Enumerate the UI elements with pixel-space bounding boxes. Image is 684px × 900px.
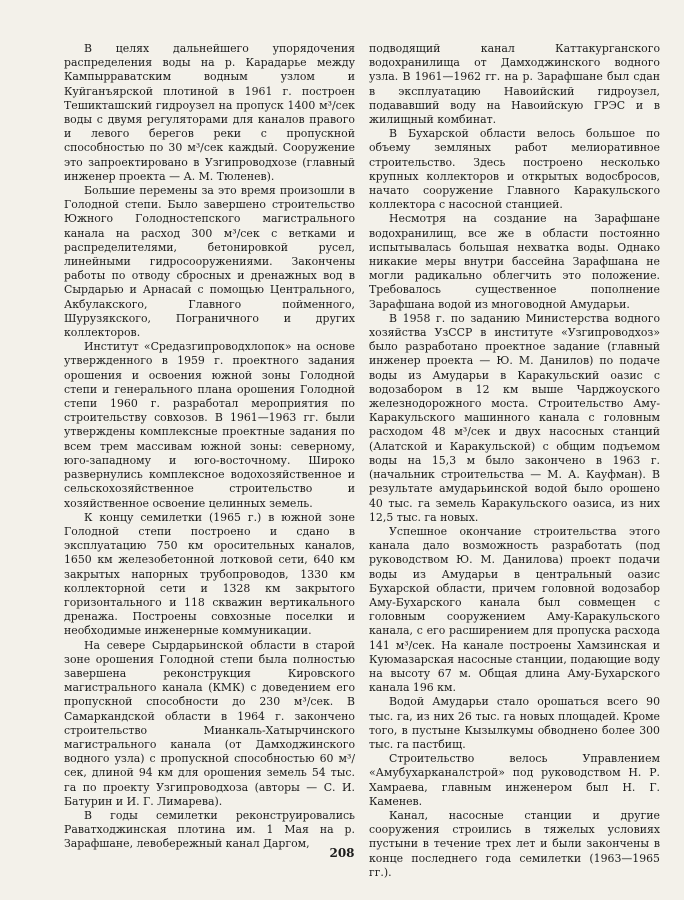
paragraph: На севере Сырдарьинской области в старой зоне орошения Голодной степи была полностью завершена реконструкция Кировского магистрального канала (КМК) с доведением его пропускной способности до 230 м³/сек. В Самаркандской области в 1964 г. закончено строительство Мианкаль-Хатырчинского магистрального канала (от Дамходжинского водного узла) с пропускной способностью 60 м³/сек, длиной 94 км для орошения земель 54 тыс. га по проекту Узгипроводхоза (авторы — С. И. Батурин и И. Г. Лимарева). [64,638,355,808]
paragraph: В 1958 г. по заданию Министерства водного хозяйства УзССР в институте «Узгипроводхоз» было разработано проектное задание (главный инженер проекта — Ю. М. Данилов) по подаче воды из Амударьи в Каракульский оазис с водозабором в 12 км выше Чарджоуского железнодорожного моста. Строительство Аму-Каракульского машинного канала с головным расходом 48 м³/сек и двух насосных станций (Алатской и Каракульской) с общим подъемом воды на 15,3 м было закончено в 1963 г. (начальник строительства — М. А. Кауфман). В результате амударьинской водой было орошено 40 тыс. га земель Каракульского оазиса, из них 12,5 тыс. га новых. [369,311,660,524]
paragraph: Институт «Средазгипроводхлопок» на основе утвержденного в 1959 г. проектного задания орошения и освоения южной зоны Голодной степи и генерального плана орошения Голодной степи 1960 г. разработал мероприятия по строительству совхозов. В 1961—1963 гг. были утверждены комплексные проектные задания по всем трем массивам южной зоны: северному, юго-западному и юго-восточному. Широко развернулись комплексное водохозяйственное и сельскохозяйственное строительство и хозяйственное освоение целинных земель. [64,340,355,510]
paragraph: Большие перемены за это время произошли в Голодной степи. Было завершено строительство Южного Голодностепского магистрального канала на расход 300 м³/сек с ветками и распределителями, бетонировкой русел, линейными гидросооружениями. Закончены работы по отводу сбросных и дренажных вод в Сырдарью и Арнасай с помощью Центрального, Акбулакского, Главного пойменного, Шурузякского, Пограничного и других коллекторов. [64,184,355,340]
right-column [369,42,660,880]
paragraph: Несмотря на создание на Зарафшане водохранилищ, все же в области постоянно испытывалась большая нехватка воды. Однако никакие меры внутри бассейна Зарафшана не могли радикально облегчить это положение. Требовалось существенное пополнение Зарафшана водой из многоводной Амударьи. [369,212,660,311]
paragraph: В целях дальнейшего упорядочения распределения воды на р. Карадарье между Кампырраватским водным узлом и Куйганъярской плотиной в 1961 г. построен Тешикташский гидроузел на пропуск 1400 м³/сек воды с двумя регуляторами для каналов правого и левого берегов реки с пропускной способностью по 30 м³/сек каждый. Сооружение это запроектировано в Узгипроводхозе (главный инженер проекта — А. М. Тюленев). [64,42,355,183]
paragraph: В годы семилетки реконструировались Раватходжинская плотина им. 1 Мая на р. Зарафшане, левобережный канал Даргом, [64,808,355,851]
paragraph: Строительство велось Управлением «Амубухарканалстрой» под руководством Н. Р. Хамраева, главным инженером был Н. Г. Каменев. [369,752,660,808]
paragraph-continued: подводящий канал Каттакурганского водохранилища от Дамходжинского водного узла. В 1961—1962 гг. на р. Зарафшане был сдан в эксплуатацию Навоийский гидроузел, подававший воду на Навоийскую ГРЭС и в жилищный комбинат. [369,42,660,127]
page-number: 208 [329,846,355,860]
paragraph: Успешное окончание строительства этого канала дало возможность разработать (под руководством Ю. М. Данилова) проект подачи воды из Амударьи в центральный оазис Бухарской области, причем головной водозабор Аму-Бухарского канала был совмещен с головным сооружением Аму-Каракульского канала, с его расширением для пропуска расхода 141 м³/сек. На канале построены Хамзинская и Куюмазарская насосные станции, подающие воду на высоту 67 м. Общая длина Аму-Бухарского канала 196 км. [369,524,660,695]
paragraph: В Бухарской области велось большое по объему земляных работ мелиоративное строительство. Здесь построено несколько крупных коллекторов и открытых водосбросов, начато сооружение Главного Каракульского коллектора с насосной станцией. [369,127,660,212]
left-column [64,42,355,880]
paragraph: Канал, насосные станции и другие сооружения строились в тяжелых условиях пустыни в течение трех лет и были закончены в конце последнего года семилетки (1963—1965 гг.). [369,808,660,879]
paragraph: К концу семилетки (1965 г.) в южной зоне Голодной степи построено и сдано в эксплуатацию 750 км оросительных каналов, 1650 км железобетонной лотковой сети, 640 км закрытых напорных трубопроводов, 1330 км коллекторной сети и 1328 км закрытого горизонтального и 118 скважин вертикального дренажа. Построены совхозные поселки и необходимые инженерные коммуникации. [64,510,355,638]
text-columns [64,42,662,880]
paragraph: Водой Амударьи стало орошаться всего 90 тыс. га, из них 26 тыс. га новых площадей. Кроме того, в пустыне Кызылкумы обводнено более 300 тыс. га пастбищ. [369,695,660,751]
